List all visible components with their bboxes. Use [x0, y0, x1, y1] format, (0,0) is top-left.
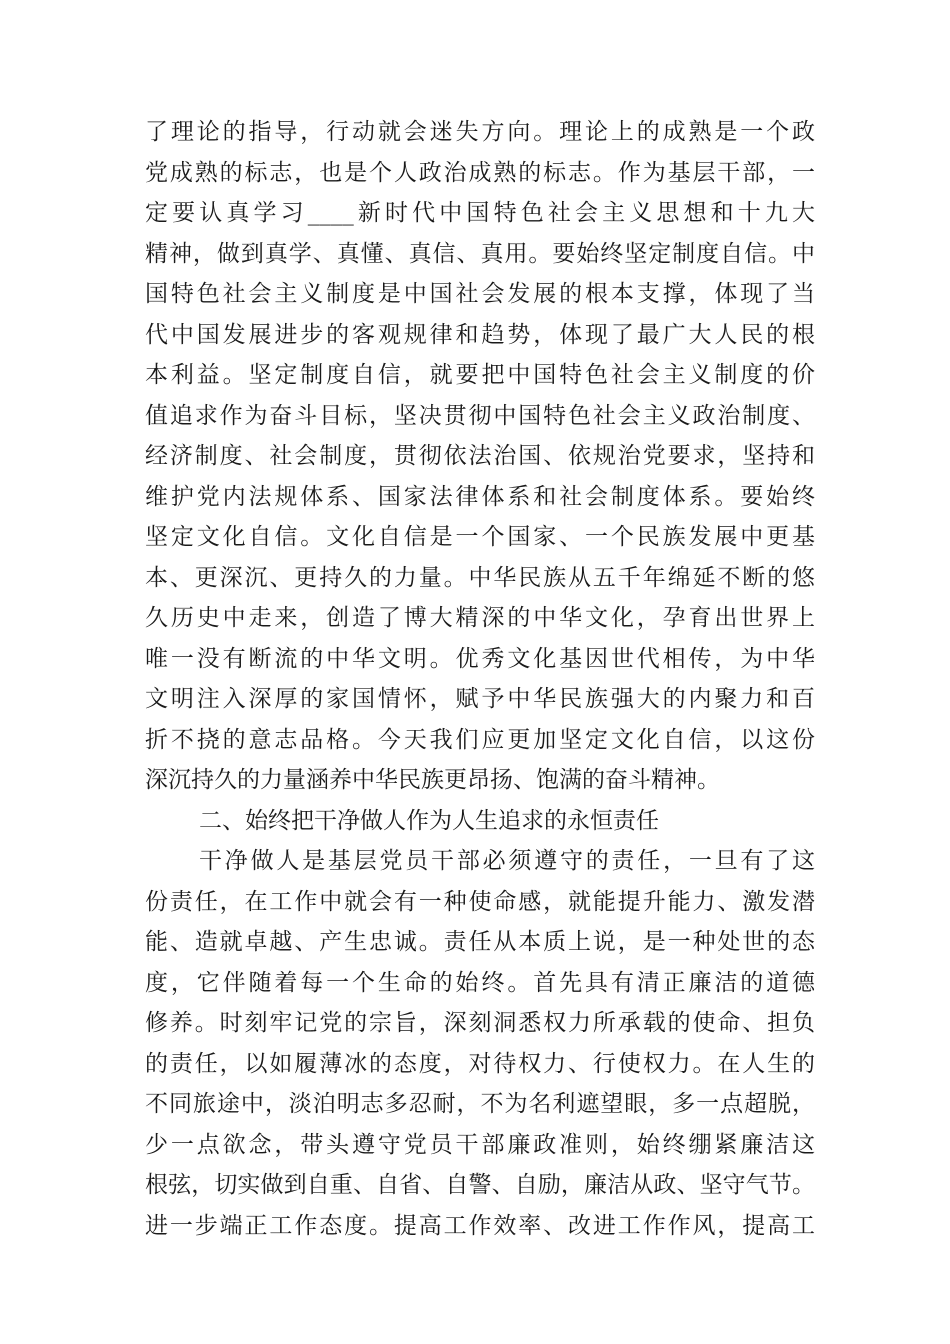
text-line: 的责任，以如履薄冰的态度，对待权力、行使权力。在人生的 — [145, 1050, 815, 1077]
text-line: 深沉持久的力量涵养中华民族更昂扬、饱满的奋斗精神。 — [145, 767, 720, 793]
text-line: 折不挠的意志品格。今天我们应更加坚定文化自信，以这份 — [145, 726, 815, 753]
text-line: 文明注入深厚的家国情怀，赋予中华民族强大的内聚力和百 — [145, 686, 815, 712]
text-line: 能、造就卓越、产生忠诚。责任从本质上说，是一种处世的态 — [145, 929, 815, 955]
text-line: 维护党内法规体系、国家法律体系和社会制度体系。要始终 — [145, 483, 815, 510]
text-line: 进一步端正工作态度。提高工作效率、改进工作作风，提高工 — [145, 1212, 815, 1239]
text-line: 本、更深沉、更持久的力量。中华民族从五千年绵延不断的悠 — [145, 564, 815, 591]
text-line: 根弦，切实做到自重、自省、自警、自励，廉洁从政、坚守气节。 — [145, 1172, 815, 1198]
text-line: 党成熟的标志，也是个人政治成熟的标志。作为基层干部，一 — [145, 159, 815, 186]
text-line: 久历史中走来，创造了博大精深的中华文化，孕育出世界上 — [145, 605, 815, 631]
text-line: 坚定文化自信。文化自信是一个国家、一个民族发展中更基 — [145, 524, 815, 550]
document-page — [145, 112, 815, 1246]
section-heading: 二、始终把干净做人作为人生追求的永恒责任 — [199, 807, 659, 834]
paragraph-section-2 — [145, 841, 815, 1246]
text-line: 度，它伴随着每一个生命的始终。首先具有清正廉洁的道德 — [145, 969, 815, 996]
text-line: 精神，做到真学、真懂、真信、真用。要始终坚定制度自信。中 — [145, 240, 815, 267]
text-line: 国特色社会主义制度是中国社会发展的根本支撑，体现了当 — [145, 281, 815, 307]
text-line: 定要认真学习____新时代中国特色社会主义思想和十九大 — [145, 200, 815, 226]
text-line: 少一点欲念，带头遵守党员干部廉政准则，始终绷紧廉洁这 — [145, 1131, 815, 1158]
text-line: 值追求作为奋斗目标，坚决贯彻中国特色社会主义政治制度、 — [145, 402, 815, 429]
text-line: 了理论的指导，行动就会迷失方向。理论上的成熟是一个政 — [145, 119, 815, 145]
text-line: 干净做人是基层党员干部必须遵守的责任，一旦有了这 — [199, 848, 815, 874]
text-line: 份责任，在工作中就会有一种使命感，就能提升能力、激发潜 — [145, 888, 815, 915]
text-line: 修养。时刻牢记党的宗旨，深刻洞悉权力所承载的使命、担负 — [145, 1010, 815, 1036]
text-line: 不同旅途中，淡泊明志多忍耐，不为名利遮望眼，多一点超脱， — [145, 1091, 815, 1117]
text-line: 代中国发展进步的客观规律和趋势，体现了最广大人民的根 — [145, 321, 815, 348]
text-line: 经济制度、社会制度，贯彻依法治国、依规治党要求，坚持和 — [145, 443, 815, 469]
text-line: 唯一没有断流的中华文明。优秀文化基因世代相传，为中华 — [145, 645, 815, 672]
paragraph-continuation — [145, 112, 815, 801]
text-line: 本利益。坚定制度自信，就要把中国特色社会主义制度的价 — [145, 362, 815, 388]
